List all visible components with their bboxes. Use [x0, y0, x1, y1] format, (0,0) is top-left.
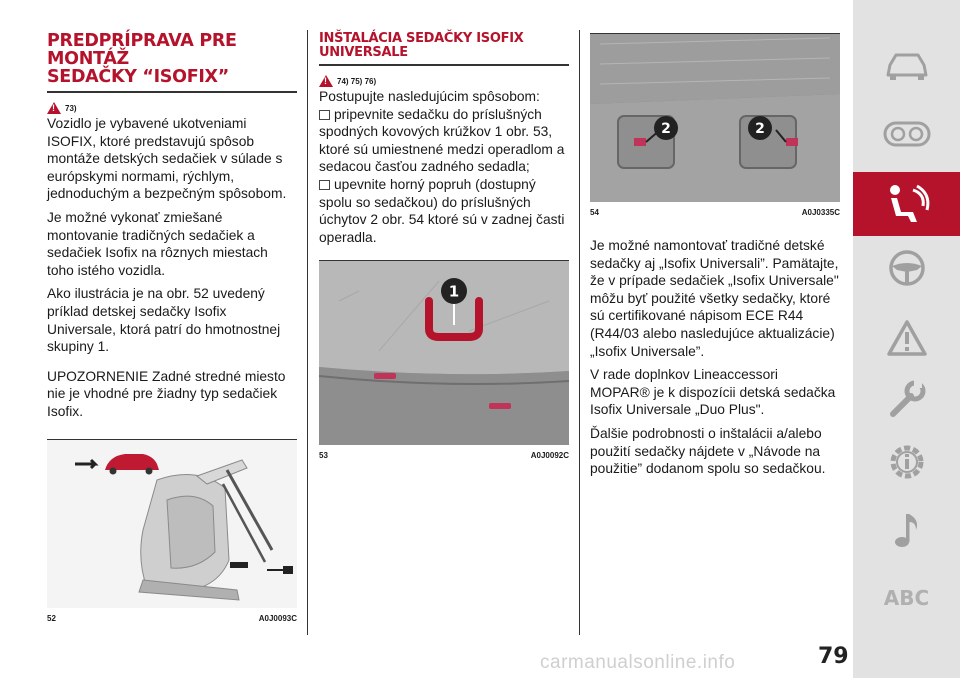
sidebar-item-index[interactable] — [853, 568, 960, 628]
warning-triangle-icon — [319, 75, 333, 87]
column-isofix-notes — [590, 28, 840, 478]
steering-wheel-icon — [887, 248, 927, 288]
figure-caption: 53 A0J0092C — [319, 451, 569, 461]
top-tether-illustration — [590, 34, 840, 202]
column-divider — [307, 30, 308, 635]
car-icon — [884, 49, 930, 83]
page-number: 79 — [818, 644, 849, 669]
sidebar-item-multimedia[interactable] — [853, 500, 960, 560]
index-abc-label: ABC — [883, 586, 930, 610]
figure-53 — [319, 260, 569, 461]
dashboard-gauges-icon — [883, 119, 931, 149]
checkbox-bullet-icon — [319, 110, 330, 120]
warning-triangle-icon — [886, 319, 928, 357]
sidebar-item-technical-data[interactable] — [853, 432, 960, 492]
figure-52 — [47, 439, 297, 623]
title-rule — [47, 91, 297, 93]
column-isofix-preparation — [47, 28, 297, 623]
paragraph: Postupujte nasledujúcim spôsobom: — [319, 89, 540, 104]
figure-caption: 52 A0J0093C — [47, 613, 297, 623]
note-paragraph: UPOZORNENIE Zadné stredné miesto nie je vhodné pre žiadny typ sedačiek Isofix. — [47, 368, 286, 419]
sidebar-item-safety[interactable] — [853, 172, 960, 236]
callout-1: 1 — [448, 282, 460, 301]
isofix-ring-illustration — [319, 261, 569, 445]
step-item: pripevnite sedačku do príslušných spodných kovových krúžkov 1 obr. 53, ktoré sú umiestnené medzi operadlom a sedacou časťou zadného sedadla; — [319, 106, 565, 175]
paragraph: Ako ilustrácia je na obr. 52 uvedený príklad detskej sedačky Isofix Universale, ktorá patrí do hmotnostnej skupiny 1. — [47, 286, 281, 355]
warning-reference: ! 74) 75) 76) — [319, 74, 569, 88]
title-rule — [319, 64, 569, 66]
gear-info-icon — [886, 441, 928, 483]
section-title-isofix-preparation: PREDPRÍPRAVA PRE MONTÁŽ SEDAČKY “ISOFIX” — [47, 31, 237, 87]
child-seat-illustration — [47, 440, 297, 608]
sidebar-item-driving[interactable] — [853, 238, 960, 298]
paragraph: Je možné namontovať tradičné detské sedačky aj „Isofix Universali”. Pamätajte, že v prípade sedačiek „Isofix Universale" môžu byť použité všetky sedačky, ktoré sú certifikované nápisom ECE R44 (R44/03 alebo nasledujúce aktualizácie) „Isofix Universale”. — [590, 238, 839, 359]
warning-triangle-icon — [47, 102, 61, 114]
checkbox-bullet-icon — [319, 180, 330, 190]
sidebar-item-dashboard[interactable] — [853, 104, 960, 164]
warning-reference: ! 73) — [47, 101, 297, 115]
figure-caption: 54 A0J0335C — [590, 208, 840, 217]
paragraph: Je možné vykonať zmiešané montovanie tradičných sedačiek a sedačiek Isofix na rôznych miestach toho istého vozidla. — [47, 209, 268, 278]
paragraph: V rade doplnkov Lineaccessori MOPAR® je k dispozícii detská sedačka Isofix Universale „Duo Plus". — [590, 367, 836, 418]
watermark: carmanualsonline.info — [540, 652, 736, 673]
music-note-icon — [892, 510, 922, 550]
section-title-isofix-installation: INŠTALÁCIA SEDAČKY ISOFIX UNIVERSALE — [319, 31, 524, 60]
step-item: upevnite horný popruh (dostupný spolu so sedačkou) do príslušných úchytov 2 obr. 54 ktoré sú v zadnej časti operadla. — [319, 176, 565, 245]
column-divider — [579, 30, 580, 635]
figure-54 — [590, 33, 840, 217]
callout-2: 2 — [661, 121, 671, 137]
sidebar-item-maintenance[interactable] — [853, 370, 960, 430]
sidebar-item-emergency[interactable] — [853, 308, 960, 368]
paragraph: Ďalšie podrobnosti o inštalácii a/alebo použití sedačky nájdete v „Návode na použitie” dodanom spolu so sedačkou. — [590, 425, 826, 477]
paragraph: Vozidlo je vybavené ukotveniami ISOFIX, ktoré predstavujú spôsob montáže detských sedačiek v súlade s európskymi normami, rýchlym, jednoduchým a bezpečným spôsobom. — [47, 116, 287, 202]
sidebar-item-car[interactable] — [853, 36, 960, 96]
callout-2: 2 — [755, 121, 765, 137]
wrench-icon — [887, 380, 927, 420]
seat-airbag-icon — [883, 182, 931, 226]
chapter-sidebar — [853, 0, 960, 678]
column-isofix-installation — [319, 28, 569, 461]
